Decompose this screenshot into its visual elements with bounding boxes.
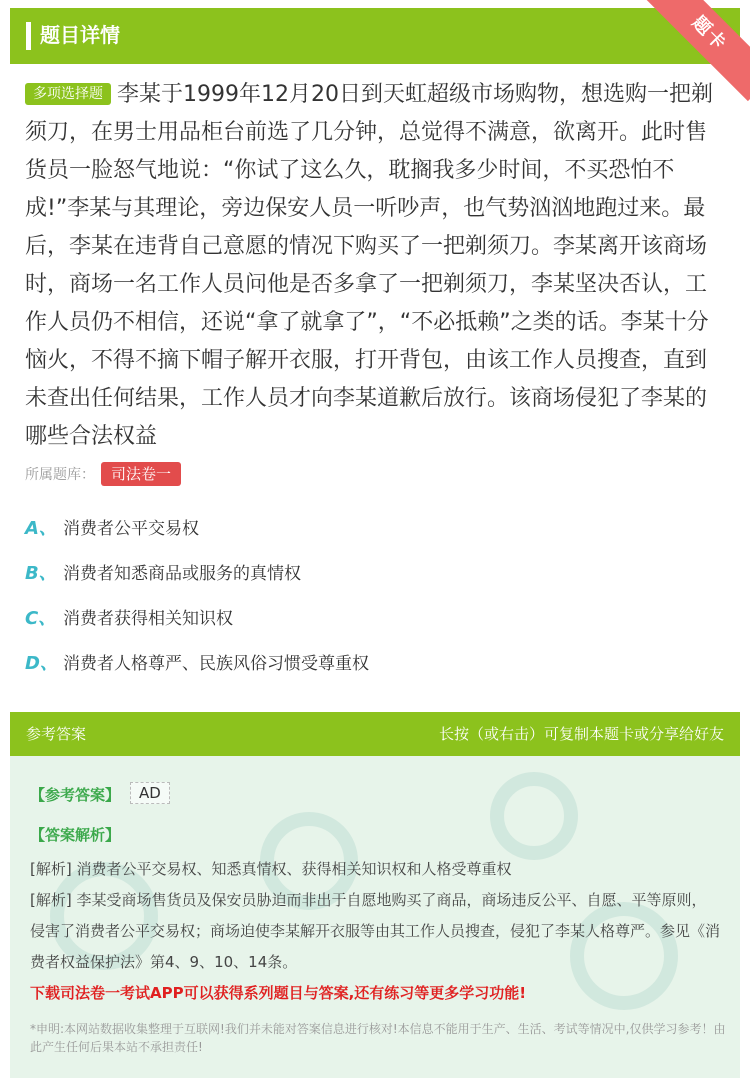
analysis-paragraph: [解析] 李某受商场售货员及保安员胁迫而非出于自愿地购买了商品，商场违反公平、自愿、平等原则，侵害了消费者公平交易权；商场迫使李某解开衣服等由其工作人员搜查，侵犯了李某人格尊严。参见《消费者权益保护法》第4、9、10、14条。 bbox=[30, 891, 721, 971]
option-d[interactable] bbox=[25, 643, 725, 688]
answer-section bbox=[10, 712, 740, 1078]
analysis-paragraph: [解析] 消费者公平交易权、知悉真情权、获得相关知识权和人格受尊重权 bbox=[30, 860, 512, 878]
option-text: 消费者知悉商品或服务的真情权 bbox=[63, 564, 301, 584]
reference-answer-label: 【参考答案】 bbox=[30, 786, 121, 804]
share-hint[interactable]: 长按（或右击）可复制本题卡或分享给好友 bbox=[438, 725, 724, 743]
option-b[interactable] bbox=[25, 553, 725, 598]
question-type-badge: 多项选择题 bbox=[25, 83, 111, 105]
category-row bbox=[25, 462, 181, 487]
options-list bbox=[25, 508, 725, 688]
option-letter: B、 bbox=[25, 563, 57, 584]
option-c[interactable] bbox=[25, 598, 725, 643]
option-text: 消费者人格尊严、民族风俗习惯受尊重权 bbox=[63, 654, 369, 674]
question-card-ribbon[interactable]: 题卡 bbox=[642, 0, 750, 101]
answer-header-title: 参考答案 bbox=[26, 725, 87, 743]
option-a[interactable] bbox=[25, 508, 725, 553]
download-app-link[interactable]: 下载司法卷一考试APP可以获得系列题目与答案,还有练习等更多学习功能! bbox=[30, 984, 527, 1002]
watermark-circle-decoration bbox=[490, 772, 578, 860]
question-text: 李某于1999年12月20日到天虹超级市场购物，想选购一把剃须刀，在男士用品柜台前选了几分钟，总觉得不满意，欲离开。此时售货员一脸怒气地说：“你试了这么久，耽搁我多少时间，不买恐怕不成!”李某与其理论，旁边保安人员一听吵声，也气势汹汹地跑过来。最后，李某在违背自己意愿的情况下购买了一把剃须刀。李某离开该商场时，商场一名工作人员问他是否多拿了一把剃须刀，李某坚决否认，工作人员仍不相信，还说“拿了就拿了”，“不必抵赖”之类的话。李某十分恼火，不得不摘下帽子解开衣服，打开背包，由该工作人员搜查，直到未查出任何结果，工作人员才向李某道歉后放行。该商场侵犯了李某的哪些合法权益 bbox=[25, 82, 713, 449]
option-letter: C、 bbox=[25, 608, 57, 629]
analysis-text bbox=[30, 854, 720, 978]
header-accent bbox=[26, 22, 31, 50]
answer-header bbox=[10, 712, 740, 756]
category-label: 所属题库： bbox=[25, 467, 95, 483]
reference-answer-value: AD bbox=[130, 782, 170, 804]
option-letter: D、 bbox=[25, 653, 58, 674]
option-text: 消费者获得相关知识权 bbox=[63, 609, 233, 629]
category-badge[interactable]: 司法卷一 bbox=[101, 462, 181, 486]
header-bar bbox=[10, 8, 740, 64]
option-letter: A、 bbox=[25, 518, 57, 539]
question-text-block bbox=[25, 76, 725, 456]
option-text: 消费者公平交易权 bbox=[63, 519, 199, 539]
disclaimer: *申明:本网站数据收集整理于互联网!我们并未能对答案信息进行核对!本信息不能用于生产、生活、考试等情况中,仅供学习参考！由此产生任何后果本站不承担责任! bbox=[30, 1022, 726, 1054]
page-title: 题目详情 bbox=[40, 23, 120, 47]
analysis-label: 【答案解析】 bbox=[30, 826, 121, 844]
